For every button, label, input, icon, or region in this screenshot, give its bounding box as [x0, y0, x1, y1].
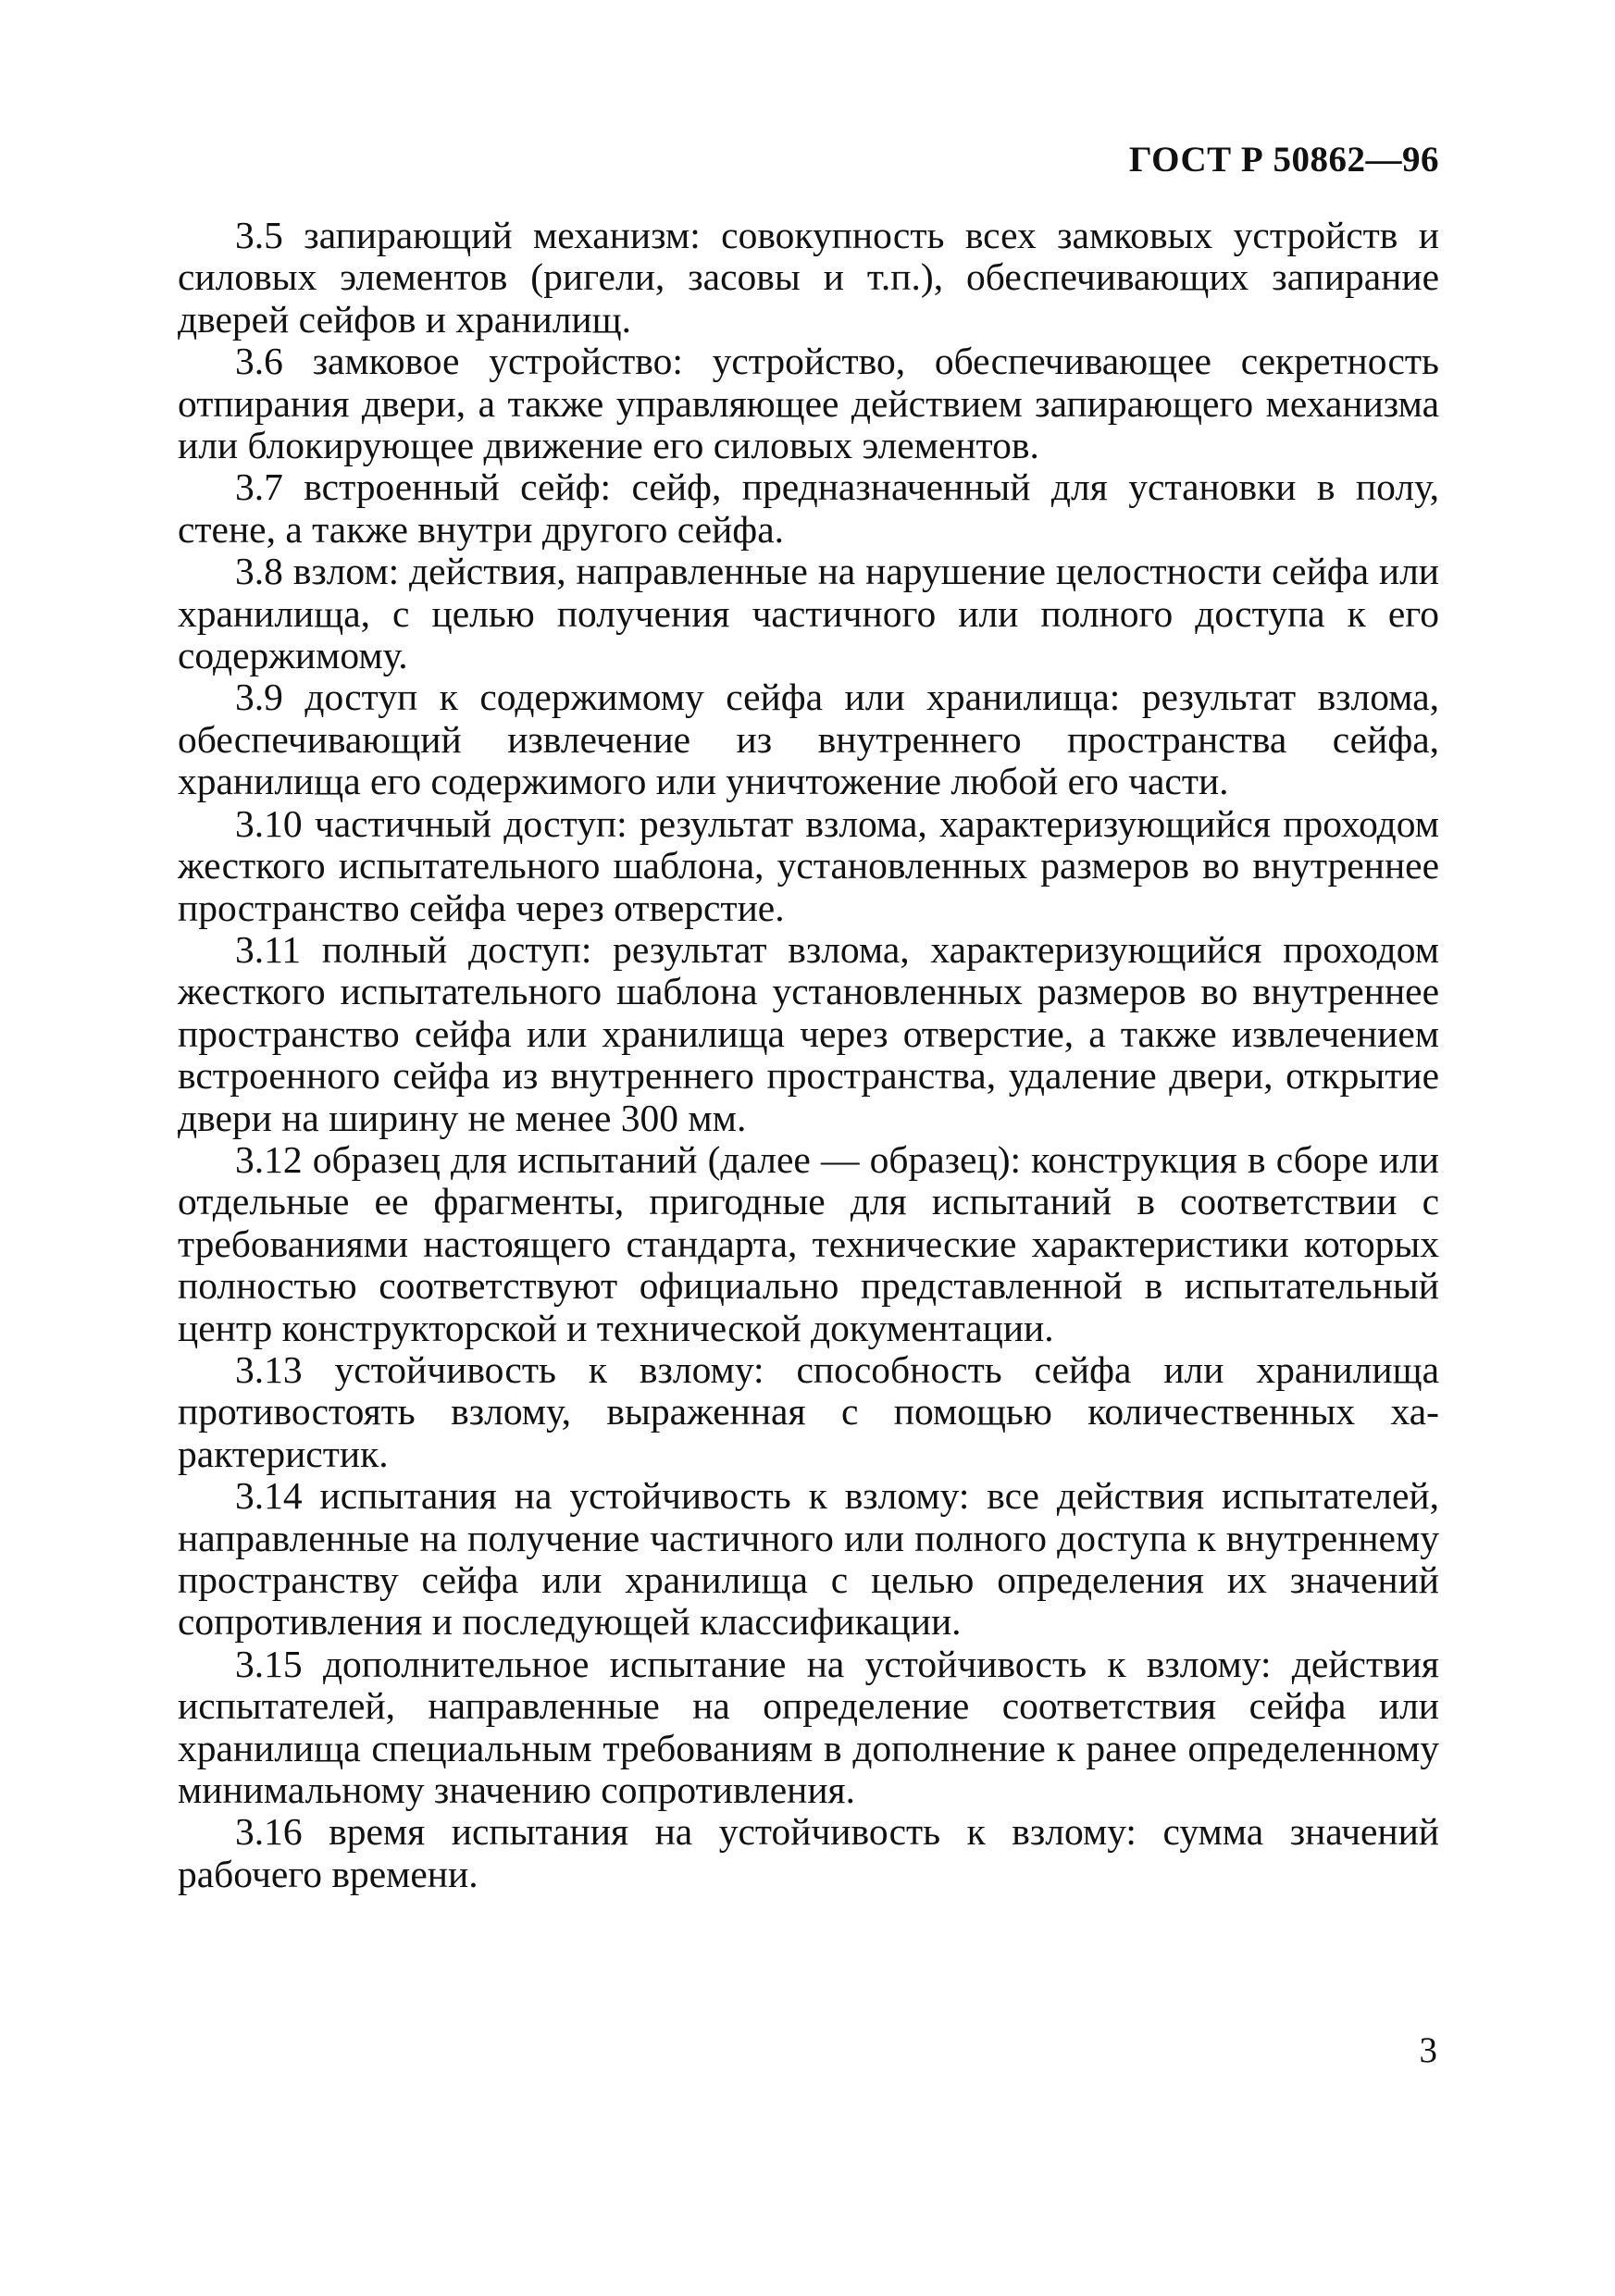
definition-3-9: 3.9 доступ к содержимому сейфа или хранилища: результат взлома, обеспечивающий извлечение из внутреннего пространства сейфа, хранилища его содержимого или уничтожение любой его части.: [178, 676, 1439, 803]
document-body: [178, 215, 1439, 1895]
definition-3-10: 3.10 частичный доступ: результат взлома, характеризующийся проходом жесткого испытательного шаблона, установленных размеров во внутреннее пространство сейфа через отверстие.: [178, 801, 1439, 929]
definition-3-11: 3.11 полный доступ: результат взлома, характеризующийся проходом жесткого испытательного шаблона установленных размеров во внутреннее пространство сейфа или хранилища через отверстие, а также извлечением встроенного сейфа из внутреннего пространства, удаление двери, открытие двери на ширину не менее 300 мм.: [178, 927, 1439, 1139]
document-header: ГОСТ Р 50862—96: [1128, 140, 1439, 180]
definition-3-12: 3.12 образец для испытаний (далее — образец): конструкция в сборе или отдельные ее фрагменты, пригодные для испытаний в соответствии с требованиями настоящего стандарта, технические характеристики которых полностью соответствуют официально представленной в испытательный центр конструкторской и технической документации.: [178, 1137, 1439, 1349]
definition-3-8: 3.8 взлом: действия, направленные на нарушение целостности сейфа или хранилища, с целью получения частичного или полного доступа к его содержимому.: [178, 550, 1439, 677]
definition-3-7: 3.7 встроенный сейф: сейф, предназначенный для установки в полу, стене, а также внутри другого сейфа.: [178, 465, 1439, 551]
definition-3-16: 3.16 время испытания на устойчивость к взлому: сумма значений рабочего времени.: [178, 1810, 1439, 1895]
definition-3-14: 3.14 испытания на устойчивость к взлому: все действия испытателей, направленные на получение частичного или полного доступа к внутреннему пространству сейфа или хранилища с целью определения их значений сопротивления и последующей классификации.: [178, 1474, 1439, 1644]
page-number: 3: [1419, 2030, 1437, 2070]
definition-3-13: 3.13 устойчивость к взлому: способность сейфа или хранилища противостоять взлому, выраженная с помощью количественных характеристик.: [178, 1347, 1439, 1475]
definition-3-5: 3.5 запирающий механизм: совокупность всех замковых устройств и силовых элементов (ригели, засовы и т.п.), обеспечивающих запирание дверей сейфов и хранилищ.: [178, 214, 1439, 341]
definition-3-6: 3.6 замковое устройство: устройство, обеспечивающее секретность отпирания двери, а также управляющее действием запирающего механизма или блокирующее движение его силовых элементов.: [178, 340, 1439, 467]
definition-3-15: 3.15 дополнительное испытание на устойчивость к взлому: действия испытателей, направленные на определение соответствия сейфа или хранилища специальным требованиям в дополнение к ранее определенному минимальному значению сопротивления.: [178, 1642, 1439, 1812]
